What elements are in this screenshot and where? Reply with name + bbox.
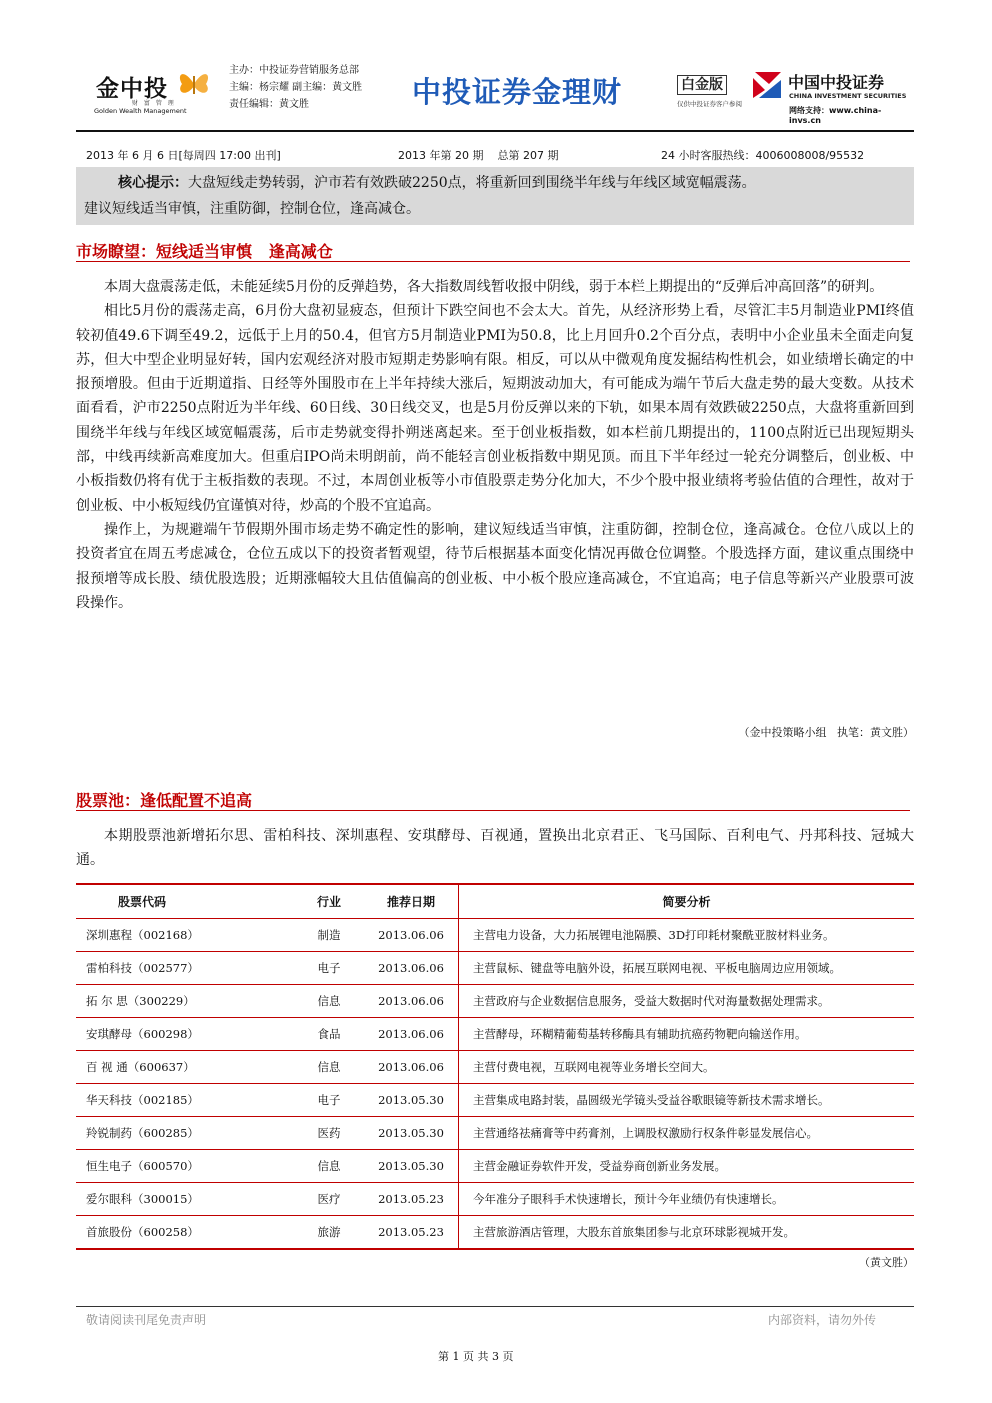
market-signature: （金中投策略小组 执笔：黄文胜） bbox=[738, 726, 914, 739]
analysis-cell: 主营旅游酒店管理，大股东首旅集团参与北京环球影视城开发。 bbox=[459, 1216, 915, 1250]
analysis-cell: 主营付费电视，互联网电视等业务增长空间大。 bbox=[459, 1051, 915, 1084]
edition-tag: 仅供中投证券客户参阅 bbox=[677, 100, 742, 108]
company-name-en: CHINA INVESTMENT SECURITIES bbox=[789, 92, 907, 100]
stock-code-cell: 羚锐制药（600285） bbox=[76, 1117, 294, 1150]
butterfly-logo-icon bbox=[174, 64, 214, 104]
date-cell: 2013.06.06 bbox=[364, 1051, 459, 1084]
industry-cell: 信息 bbox=[294, 985, 364, 1018]
industry-cell: 医疗 bbox=[294, 1183, 364, 1216]
stock-code-cell: 深圳惠程（002168） bbox=[76, 919, 294, 952]
table-row bbox=[76, 1084, 914, 1117]
industry-cell: 食品 bbox=[294, 1018, 364, 1051]
date-cell: 2013.06.06 bbox=[364, 985, 459, 1018]
credit-editors: 主编：杨宗耀 副主编：黄文胜 bbox=[229, 82, 363, 93]
company-website: 网络支持：www.china-invs.cn bbox=[789, 106, 882, 125]
table-row bbox=[76, 1018, 914, 1051]
core-tip-label: 核心提示： bbox=[118, 175, 188, 191]
table-row bbox=[76, 1150, 914, 1183]
header-recommend-date: 推荐日期 bbox=[364, 884, 459, 919]
date-cell: 2013.05.23 bbox=[364, 1183, 459, 1216]
table-row bbox=[76, 1117, 914, 1150]
table-row bbox=[76, 985, 914, 1018]
stock-code-cell: 安琪酵母（600298） bbox=[76, 1018, 294, 1051]
credit-sponsor: 主办：中投证券营销服务总部 bbox=[229, 65, 359, 76]
date-cell: 2013.06.06 bbox=[364, 919, 459, 952]
company-name-cn: 中国中投证券 bbox=[788, 73, 885, 92]
core-tip-box bbox=[76, 167, 914, 225]
stock-code-cell: 华天科技（002185） bbox=[76, 1084, 294, 1117]
industry-cell: 电子 bbox=[294, 1084, 364, 1117]
core-tip-text-1: 大盘短线走势转弱，沪市若有效跌破2250点，将重新回到围绕半年线与年线区域宽幅震荡。 bbox=[188, 175, 756, 191]
stock-code-cell: 拓 尔 思（300229） bbox=[76, 985, 294, 1018]
publication-title: 中投证券金理财 bbox=[412, 75, 623, 109]
date-cell: 2013.05.30 bbox=[364, 1117, 459, 1150]
pool-intro: 本期股票池新增拓尔思、雷柏科技、深圳惠程、安琪酵母、百视通，置换出北京君正、飞马国际、百利电气、丹邦科技、冠城大通。 bbox=[76, 828, 914, 869]
table-row bbox=[76, 919, 914, 952]
logo-english: Golden Wealth Management bbox=[94, 107, 187, 115]
core-tip-line-2: 建议短线适当审慎，注重防御，控制仓位，逢高减仓。 bbox=[84, 201, 420, 217]
header-rule bbox=[76, 130, 914, 132]
table-row bbox=[76, 1183, 914, 1216]
pool-section-rule bbox=[76, 810, 910, 811]
analysis-cell: 主营金融证券软件开发，受益券商创新业务发展。 bbox=[459, 1150, 915, 1183]
analysis-cell: 今年准分子眼科手术快速增长，预计今年业绩仍有快速增长。 bbox=[459, 1183, 915, 1216]
date-cell: 2013.05.30 bbox=[364, 1084, 459, 1117]
date-cell: 2013.06.06 bbox=[364, 952, 459, 985]
header-analysis: 简要分析 bbox=[459, 884, 915, 919]
table-row bbox=[76, 1051, 914, 1084]
edition-badge: 白金版 bbox=[677, 75, 727, 95]
stock-code-cell: 首旅股份（600258） bbox=[76, 1216, 294, 1250]
issue-number: 2013 年第 20 期 总第 207 期 bbox=[398, 149, 559, 162]
credits-block bbox=[229, 62, 399, 113]
pool-section-title: 股票池：逢低配置不追高 bbox=[76, 791, 253, 810]
industry-cell: 旅游 bbox=[294, 1216, 364, 1250]
header-industry: 行业 bbox=[294, 884, 364, 919]
date-cell: 2013.05.30 bbox=[364, 1150, 459, 1183]
industry-cell: 电子 bbox=[294, 952, 364, 985]
date-cell: 2013.06.06 bbox=[364, 1018, 459, 1051]
market-article bbox=[76, 275, 914, 615]
disclaimer-link[interactable]: 敬请阅读刊尾免责声明 bbox=[86, 1313, 207, 1327]
analysis-cell: 主营政府与企业数据信息服务，受益大数据时代对海量数据处理需求。 bbox=[459, 985, 915, 1018]
issue-date: 2013 年 6 月 6 日[每周四 17:00 出刊] bbox=[86, 149, 281, 162]
analysis-cell: 主营通络祛痛膏等中药膏剂，上调股权激励行权条件彰显发展信心。 bbox=[459, 1117, 915, 1150]
pool-signature: （黄文胜） bbox=[859, 1256, 914, 1269]
cics-emblem-icon bbox=[751, 70, 785, 100]
analysis-cell: 主营电力设备，大力拓展锂电池隔膜、3D打印耗材聚酰亚胺材料业务。 bbox=[459, 919, 915, 952]
table-row bbox=[76, 1216, 914, 1250]
footer-rule bbox=[76, 1306, 914, 1307]
table-header-row bbox=[76, 884, 914, 919]
table-row bbox=[76, 952, 914, 985]
analysis-cell: 主营酵母，环糊精葡萄基转移酶具有辅助抗癌药物靶向输送作用。 bbox=[459, 1018, 915, 1051]
market-paragraph-3: 操作上，为规避端午节假期外围市场走势不确定性的影响，建议短线适当审慎，注重防御，控制仓位，逢高减仓。仓位八成以上的投资者宜在周五考虑减仓，仓位五成以下的投资者暂观望，待节后根据基本面变化情况再做仓位调整。个股选择方面，建议重点围绕中报预增等成长股、绩优股选股；近期涨幅较大且估值偏高的创业板、中小板个股应逢高减仓，不宜追高；电子信息等新兴产业股票可波段操作。 bbox=[76, 521, 914, 611]
company-logo bbox=[751, 70, 911, 125]
industry-cell: 信息 bbox=[294, 1051, 364, 1084]
analysis-cell: 主营集成电路封装，晶圆级光学镜头受益谷歌眼镜等新技术需求增长。 bbox=[459, 1084, 915, 1117]
page-number: 第 1 页 共 3 页 bbox=[438, 1350, 514, 1363]
service-hotline: 24 小时客服热线：4006008008/95532 bbox=[661, 149, 865, 162]
credit-responsible-editor: 责任编辑：黄文胜 bbox=[229, 99, 309, 110]
brand-logo bbox=[88, 62, 218, 120]
market-paragraph-2: 相比5月份的震荡走高，6月份大盘初显疲态，但预计下跌空间也不会太大。首先，从经济形势上看，尽管汇丰5月制造业PMI终值较初值49.6下调至49.2，远低于上月的50.4，但官方5月制造业PMI为50.8，比上月回升0.2个百分点，表明中小企业虽未全面走向复苏，但大中型企业明显好转，国内宏观经济对股市短期走势影响有限。相反，可以从中微观角度发掘结构性机会，如业绩增长确定的中报预增股。但由于近期道指、日经等外围股市在上半年持续大涨后，短期波动加大，有可能成为端午节后大盘走势的最大变数。从技术面看看，沪市2250点附近为半年线、60日线、30日线交叉，也是5月份反弹以来的下轨，如果本周有效跌破2250点，大盘将重新回到围绕半年线与年线区域宽幅震荡，后市走势就变得扑朔迷离起来。至于创业板指数，如本栏前几期提出的，1100点附近已出现短期头部，中线再续新高难度加大。但重启IPO尚未明朗前，尚不能轻言创业板指数中期见顶。而且下半年经过一轮充分调整后，创业板、中小板指数仍将有优于主板指数的表现。不过，本周创业板等小市值股票走势分化加大，不少个股中报业绩将考验估值的合理性，故对于创业板、中小板短线仍宜谨慎对待，炒高的个股不宜追高。 bbox=[76, 303, 914, 514]
industry-cell: 医药 bbox=[294, 1117, 364, 1150]
stock-pool-table bbox=[76, 883, 914, 1250]
date-cell: 2013.05.23 bbox=[364, 1216, 459, 1250]
stock-code-cell: 恒生电子（600570） bbox=[76, 1150, 294, 1183]
core-tip-line-1 bbox=[118, 171, 756, 195]
market-section-title: 市场瞭望：短线适当审慎 逢高减仓 bbox=[76, 242, 333, 261]
industry-cell: 制造 bbox=[294, 919, 364, 952]
stock-code-cell: 百 视 通（600637） bbox=[76, 1051, 294, 1084]
logo-tagline: 财 富 管 理 bbox=[132, 100, 176, 107]
market-paragraph-1: 本周大盘震荡走低，未能延续5月份的反弹趋势，各大指数周线暂收报中阴线，弱于本栏上期提出的“反弹后冲高回落”的研判。 bbox=[104, 279, 884, 295]
industry-cell: 信息 bbox=[294, 1150, 364, 1183]
analysis-cell: 主营鼠标、键盘等电脑外设，拓展互联网电视、平板电脑周边应用领域。 bbox=[459, 952, 915, 985]
logo-name: 金中投 bbox=[96, 76, 168, 102]
header-stock-code: 股票代码 bbox=[76, 884, 294, 919]
stock-code-cell: 雷柏科技（002577） bbox=[76, 952, 294, 985]
market-section-rule bbox=[76, 261, 910, 262]
internal-notice: 内部资料，请勿外传 bbox=[768, 1313, 877, 1327]
stock-code-cell: 爱尔眼科（300015） bbox=[76, 1183, 294, 1216]
